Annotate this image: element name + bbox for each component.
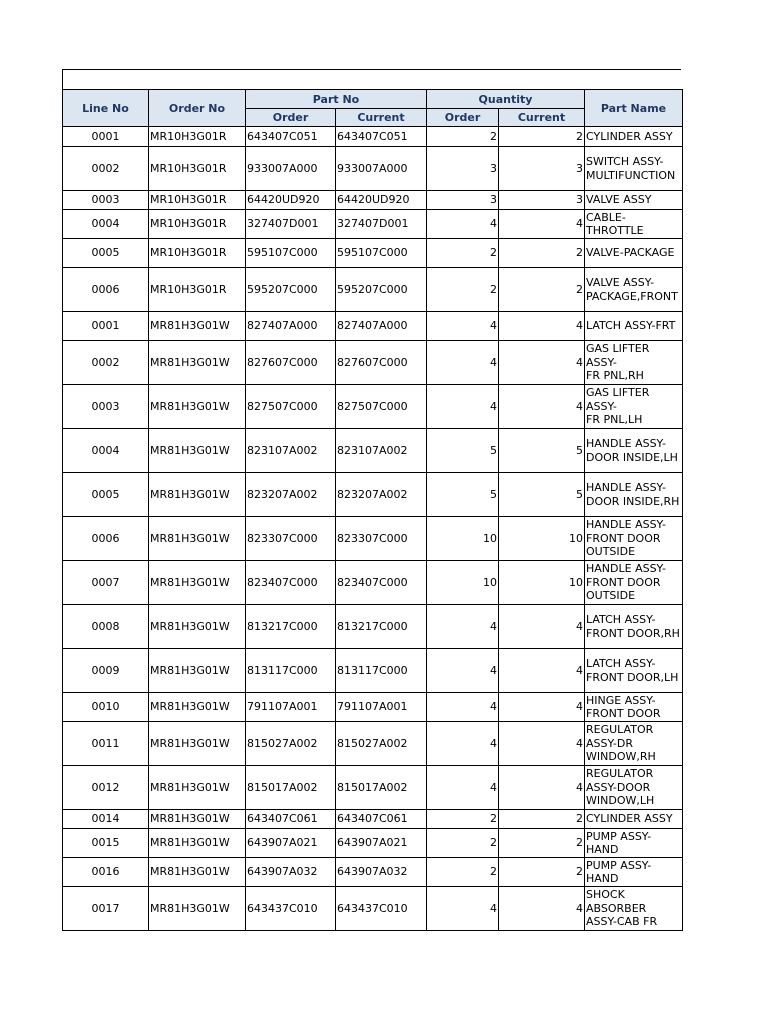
table-row	[63, 210, 683, 239]
part-name-cell: SWITCH ASSY- MULTIFUNCTION	[585, 147, 683, 191]
part-no-order-cell: 595107C000	[246, 239, 336, 268]
part-no-order-cell: 643437C010	[246, 887, 336, 931]
order-no-cell: MR81H3G01W	[149, 722, 246, 766]
header-part-no-order: Order	[246, 109, 336, 127]
qty-current-cell: 4	[499, 887, 585, 931]
line-no-cell: 0006	[63, 268, 149, 312]
table-row	[63, 605, 683, 649]
qty-order-cell: 2	[427, 829, 499, 858]
qty-order-cell: 2	[427, 858, 499, 887]
order-no-cell: MR81H3G01W	[149, 649, 246, 693]
part-no-current-cell: 823407C000	[336, 561, 427, 605]
part-no-order-cell: 933007A000	[246, 147, 336, 191]
table-row	[63, 429, 683, 473]
part-no-current-cell: 823307C000	[336, 517, 427, 561]
qty-current-cell: 4	[499, 693, 585, 722]
qty-current-cell: 4	[499, 341, 585, 385]
qty-current-cell: 3	[499, 147, 585, 191]
line-no-cell: 0004	[63, 210, 149, 239]
part-no-current-cell: 813117C000	[336, 649, 427, 693]
part-no-current-cell: 827407A000	[336, 312, 427, 341]
qty-order-cell: 2	[427, 127, 499, 147]
parts-order-table	[62, 89, 683, 931]
part-no-current-cell: 327407D001	[336, 210, 427, 239]
order-no-cell: MR81H3G01W	[149, 312, 246, 341]
part-no-current-cell: 643437C010	[336, 887, 427, 931]
order-no-cell: MR81H3G01W	[149, 605, 246, 649]
qty-current-cell: 4	[499, 766, 585, 810]
part-name-cell: REGULATOR ASSY-DOOR WINDOW,LH	[585, 766, 683, 810]
line-no-cell: 0003	[63, 191, 149, 210]
part-no-order-cell: 643907A021	[246, 829, 336, 858]
part-name-cell: LATCH ASSY-FRT	[585, 312, 683, 341]
line-no-cell: 0005	[63, 473, 149, 517]
table-header	[63, 90, 683, 127]
line-no-cell: 0015	[63, 829, 149, 858]
part-no-order-cell: 327407D001	[246, 210, 336, 239]
qty-current-cell: 4	[499, 210, 585, 239]
header-part-name: Part Name	[585, 90, 683, 127]
header-quantity: Quantity	[427, 90, 585, 109]
order-no-cell: MR81H3G01W	[149, 561, 246, 605]
part-name-cell: CYLINDER ASSY	[585, 810, 683, 829]
qty-order-cell: 4	[427, 312, 499, 341]
order-no-cell: MR81H3G01W	[149, 385, 246, 429]
part-name-cell: HANDLE ASSY- DOOR INSIDE,RH	[585, 473, 683, 517]
line-no-cell: 0002	[63, 147, 149, 191]
table-row	[63, 268, 683, 312]
qty-order-cell: 4	[427, 385, 499, 429]
qty-current-cell: 4	[499, 649, 585, 693]
qty-order-cell: 4	[427, 649, 499, 693]
qty-current-cell: 4	[499, 605, 585, 649]
table-row	[63, 473, 683, 517]
header-order-no: Order No	[149, 90, 246, 127]
order-no-cell: MR81H3G01W	[149, 517, 246, 561]
part-no-order-cell: 643407C061	[246, 810, 336, 829]
qty-order-cell: 2	[427, 268, 499, 312]
part-name-cell: HANDLE ASSY- FRONT DOOR OUTSIDE	[585, 517, 683, 561]
table-row	[63, 766, 683, 810]
qty-order-cell: 4	[427, 210, 499, 239]
part-no-order-cell: 823407C000	[246, 561, 336, 605]
qty-order-cell: 3	[427, 191, 499, 210]
qty-current-cell: 10	[499, 517, 585, 561]
part-no-current-cell: 827607C000	[336, 341, 427, 385]
part-no-order-cell: 823307C000	[246, 517, 336, 561]
line-no-cell: 0001	[63, 127, 149, 147]
part-name-cell: VALVE ASSY	[585, 191, 683, 210]
part-no-current-cell: 64420UD920	[336, 191, 427, 210]
line-no-cell: 0009	[63, 649, 149, 693]
part-name-cell: HINGE ASSY- FRONT DOOR	[585, 693, 683, 722]
line-no-cell: 0016	[63, 858, 149, 887]
part-no-current-cell: 827507C000	[336, 385, 427, 429]
part-no-order-cell: 827407A000	[246, 312, 336, 341]
part-name-cell: HANDLE ASSY- DOOR INSIDE,LH	[585, 429, 683, 473]
table-row	[63, 385, 683, 429]
part-no-order-cell: 827507C000	[246, 385, 336, 429]
qty-current-cell: 2	[499, 268, 585, 312]
part-name-cell: LATCH ASSY- FRONT DOOR,RH	[585, 605, 683, 649]
header-qty-current: Current	[499, 109, 585, 127]
part-name-cell: VALVE ASSY- PACKAGE,FRONT	[585, 268, 683, 312]
qty-current-cell: 10	[499, 561, 585, 605]
line-no-cell: 0011	[63, 722, 149, 766]
part-no-current-cell: 643907A021	[336, 829, 427, 858]
qty-current-cell: 5	[499, 473, 585, 517]
order-no-cell: MR81H3G01W	[149, 429, 246, 473]
table-row	[63, 887, 683, 931]
part-no-current-cell: 791107A001	[336, 693, 427, 722]
order-no-cell: MR81H3G01W	[149, 766, 246, 810]
table-row	[63, 191, 683, 210]
order-no-cell: MR10H3G01R	[149, 127, 246, 147]
part-name-cell: PUMP ASSY-HAND	[585, 858, 683, 887]
part-no-current-cell: 643407C061	[336, 810, 427, 829]
order-no-cell: MR81H3G01W	[149, 693, 246, 722]
part-no-current-cell: 823207A002	[336, 473, 427, 517]
qty-current-cell: 3	[499, 191, 585, 210]
qty-order-cell: 4	[427, 693, 499, 722]
header-part-no-current: Current	[336, 109, 427, 127]
line-no-cell: 0003	[63, 385, 149, 429]
part-no-order-cell: 791107A001	[246, 693, 336, 722]
qty-current-cell: 4	[499, 722, 585, 766]
table-row	[63, 239, 683, 268]
order-no-cell: MR10H3G01R	[149, 239, 246, 268]
order-no-cell: MR10H3G01R	[149, 191, 246, 210]
qty-current-cell: 5	[499, 429, 585, 473]
part-no-current-cell: 595107C000	[336, 239, 427, 268]
order-no-cell: MR10H3G01R	[149, 147, 246, 191]
part-no-order-cell: 827607C000	[246, 341, 336, 385]
line-no-cell: 0008	[63, 605, 149, 649]
table-row	[63, 693, 683, 722]
line-no-cell: 0002	[63, 341, 149, 385]
qty-current-cell: 2	[499, 127, 585, 147]
qty-current-cell: 4	[499, 312, 585, 341]
part-name-cell: PUMP ASSY-HAND	[585, 829, 683, 858]
table-row	[63, 561, 683, 605]
part-name-cell: CYLINDER ASSY	[585, 127, 683, 147]
order-no-cell: MR10H3G01R	[149, 268, 246, 312]
order-no-cell: MR81H3G01W	[149, 887, 246, 931]
part-no-order-cell: 815017A002	[246, 766, 336, 810]
qty-order-cell: 10	[427, 561, 499, 605]
top-border-rule	[62, 69, 681, 70]
order-no-cell: MR81H3G01W	[149, 473, 246, 517]
header-qty-order: Order	[427, 109, 499, 127]
part-no-current-cell: 813217C000	[336, 605, 427, 649]
qty-order-cell: 5	[427, 429, 499, 473]
part-no-order-cell: 823207A002	[246, 473, 336, 517]
qty-current-cell: 2	[499, 829, 585, 858]
qty-current-cell: 2	[499, 810, 585, 829]
qty-order-cell: 2	[427, 239, 499, 268]
qty-order-cell: 2	[427, 810, 499, 829]
table-row	[63, 341, 683, 385]
line-no-cell: 0010	[63, 693, 149, 722]
qty-order-cell: 4	[427, 722, 499, 766]
order-no-cell: MR81H3G01W	[149, 810, 246, 829]
table-row	[63, 127, 683, 147]
line-no-cell: 0006	[63, 517, 149, 561]
table-row	[63, 858, 683, 887]
part-name-cell: HANDLE ASSY- FRONT DOOR OUTSIDE	[585, 561, 683, 605]
part-name-cell: GAS LIFTER ASSY- FR PNL,RH	[585, 341, 683, 385]
order-no-cell: MR81H3G01W	[149, 829, 246, 858]
part-no-order-cell: 643907A032	[246, 858, 336, 887]
qty-order-cell: 10	[427, 517, 499, 561]
table-row	[63, 649, 683, 693]
header-line-no: Line No	[63, 90, 149, 127]
top-left-border	[62, 69, 63, 89]
header-part-no: Part No	[246, 90, 427, 109]
part-name-cell: VALVE-PACKAGE	[585, 239, 683, 268]
line-no-cell: 0017	[63, 887, 149, 931]
part-no-current-cell: 815027A002	[336, 722, 427, 766]
part-no-order-cell: 813117C000	[246, 649, 336, 693]
order-no-cell: MR81H3G01W	[149, 858, 246, 887]
line-no-cell: 0007	[63, 561, 149, 605]
part-no-order-cell: 595207C000	[246, 268, 336, 312]
part-no-order-cell: 643407C051	[246, 127, 336, 147]
part-no-order-cell: 815027A002	[246, 722, 336, 766]
part-no-current-cell: 933007A000	[336, 147, 427, 191]
qty-current-cell: 2	[499, 858, 585, 887]
qty-current-cell: 4	[499, 385, 585, 429]
line-no-cell: 0005	[63, 239, 149, 268]
qty-order-cell: 4	[427, 605, 499, 649]
qty-order-cell: 5	[427, 473, 499, 517]
qty-current-cell: 2	[499, 239, 585, 268]
table-row	[63, 829, 683, 858]
line-no-cell: 0001	[63, 312, 149, 341]
part-no-current-cell: 643407C051	[336, 127, 427, 147]
part-no-order-cell: 823107A002	[246, 429, 336, 473]
part-name-cell: CABLE-THROTTLE	[585, 210, 683, 239]
part-no-current-cell: 595207C000	[336, 268, 427, 312]
line-no-cell: 0012	[63, 766, 149, 810]
qty-order-cell: 3	[427, 147, 499, 191]
table-row	[63, 722, 683, 766]
order-no-cell: MR81H3G01W	[149, 341, 246, 385]
order-no-cell: MR10H3G01R	[149, 210, 246, 239]
qty-order-cell: 4	[427, 887, 499, 931]
part-name-cell: LATCH ASSY- FRONT DOOR,LH	[585, 649, 683, 693]
part-no-order-cell: 64420UD920	[246, 191, 336, 210]
table-row	[63, 810, 683, 829]
table-row	[63, 312, 683, 341]
part-no-order-cell: 813217C000	[246, 605, 336, 649]
table-row	[63, 517, 683, 561]
line-no-cell: 0004	[63, 429, 149, 473]
part-name-cell: GAS LIFTER ASSY- FR PNL,LH	[585, 385, 683, 429]
line-no-cell: 0014	[63, 810, 149, 829]
part-name-cell: REGULATOR ASSY-DR WINDOW,RH	[585, 722, 683, 766]
part-no-current-cell: 643907A032	[336, 858, 427, 887]
table-body	[63, 127, 683, 931]
part-name-cell: SHOCK ABSORBER ASSY-CAB FR	[585, 887, 683, 931]
qty-order-cell: 4	[427, 766, 499, 810]
part-no-current-cell: 815017A002	[336, 766, 427, 810]
qty-order-cell: 4	[427, 341, 499, 385]
part-no-current-cell: 823107A002	[336, 429, 427, 473]
table-row	[63, 147, 683, 191]
